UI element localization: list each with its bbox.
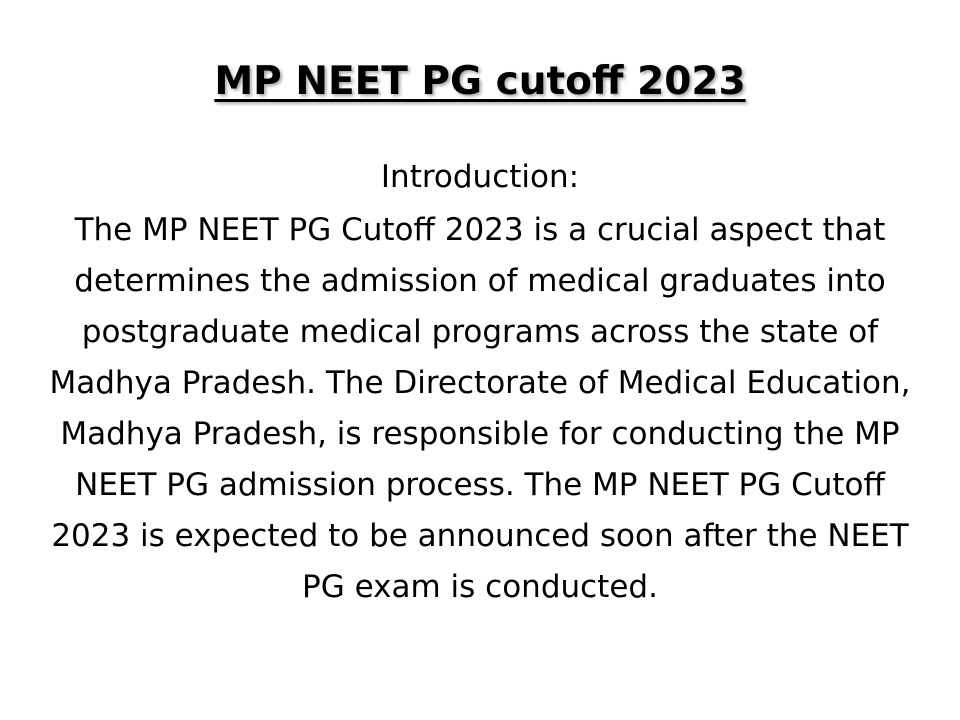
- intro-paragraph: The MP NEET PG Cutoff 2023 is a crucial aspect that determines the admission of medical graduates into postgraduate medical programs across the state of Madhya Pradesh. The Directorate of Medical Education, Madhya Pradesh, is responsible for conducting the MP NEET PG admission process. The MP NEET PG Cutoff 2023 is expected to be announced soon after the NEET PG exam is conducted.: [49, 212, 911, 605]
- intro-heading: Introduction:: [380, 159, 580, 195]
- slide-title: MP NEET PG cutoff 2023: [214, 59, 746, 104]
- slide-body: [40, 152, 920, 613]
